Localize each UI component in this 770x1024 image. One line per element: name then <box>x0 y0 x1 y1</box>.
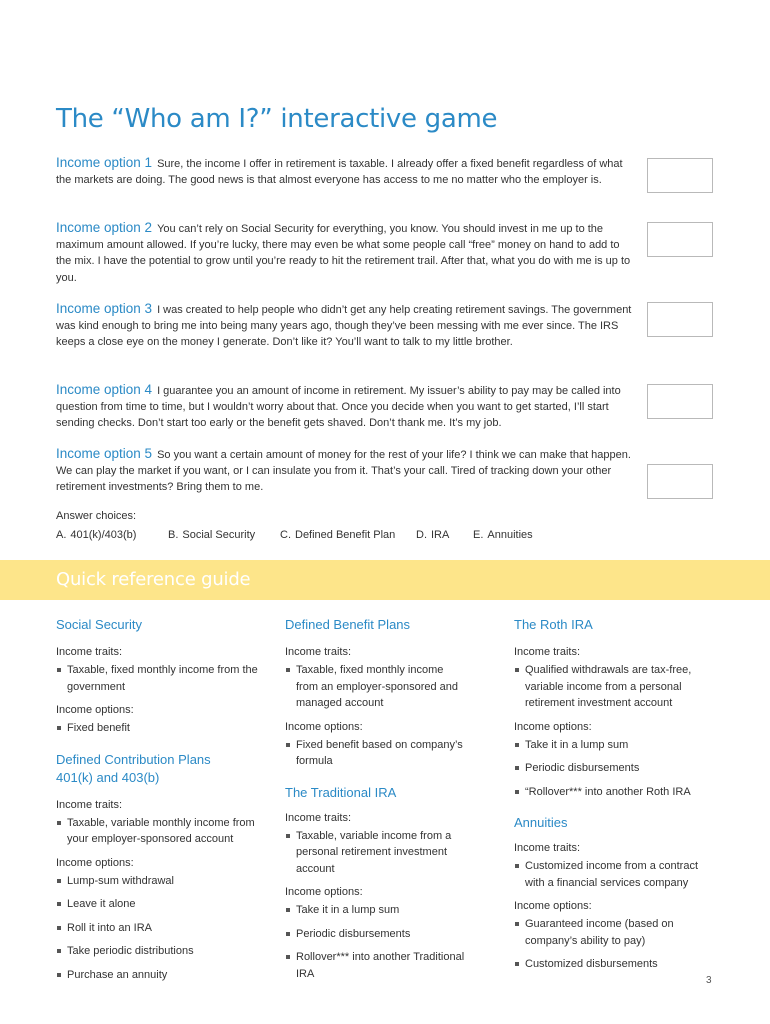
list-item: Rollover*** into another Traditional IRA <box>285 949 465 982</box>
choice-e: E. Annuities <box>473 529 533 541</box>
list-item: Taxable, fixed monthly income from an employer-sponsored and managed account <box>285 662 465 712</box>
options-label: Income options: <box>514 900 592 912</box>
list-item: Purchase an annuity <box>56 967 271 984</box>
option-label: Income option 5 <box>56 446 153 461</box>
quick-reference-band <box>0 560 770 600</box>
option-text: Sure, the income I offer in retirement is taxable. I already offer a fixed benefit regardless of what the markets are doing. The good news is that almost everyone has access to me no matter who the employer is. <box>56 158 623 187</box>
list-item: Leave it alone <box>56 896 271 913</box>
list-item: Take periodic distributions <box>56 943 271 960</box>
choice-b: B. Social Security <box>168 529 256 541</box>
income-option-1 <box>56 155 636 188</box>
options-label: Income options: <box>56 704 134 716</box>
list-item: Lump-sum withdrawal <box>56 873 271 890</box>
traits-label: Income traits: <box>56 798 123 811</box>
option-text: So you want a certain amount of money for the rest of your life? I think we can make that happen. We can play the market if you want, or I can insulate you from it. That’s your call. Tired of tracking down your other retirement investments? Bring them to me. <box>56 449 631 494</box>
answer-box-3[interactable] <box>647 302 713 337</box>
traits-label: Income traits: <box>56 646 123 658</box>
answer-box-1[interactable] <box>647 158 713 193</box>
guide-column-3 <box>514 616 714 980</box>
income-option-3 <box>56 301 636 351</box>
page-title: The “Who am I?” interactive game <box>56 104 498 134</box>
choice-a: A. 401(k)/403(b) <box>56 529 137 541</box>
options-label: Income options: <box>285 720 363 733</box>
answer-box-5[interactable] <box>647 464 713 499</box>
answer-choices-title: Answer choices: <box>56 510 137 522</box>
list-item: Fixed benefit based on company’s formula <box>285 737 465 770</box>
list-item: Customized disbursements <box>514 956 714 973</box>
guide-column-1 <box>56 616 271 990</box>
options-label: Income options: <box>285 886 363 898</box>
answer-box-4[interactable] <box>647 384 713 419</box>
list-item: Periodic disbursements <box>285 926 465 943</box>
list-item: Taxable, fixed monthly income from the government <box>56 662 271 695</box>
option-text: You can’t rely on Social Security for everything, you know. You should invest in me up to the maximum amount allowed. If you’re lucky, there may even be what some people call “free” money on hand to add to the mix. I have the potential to grow until you’re ready to hit the retirement trail. After that, what you do with me is up to you. <box>56 223 631 284</box>
list-item: Take it in a lump sum <box>285 902 465 919</box>
option-label: Income option 2 <box>56 220 153 235</box>
choice-d: D. IRA <box>416 529 450 541</box>
option-label: Income option 1 <box>56 155 153 170</box>
page-number: 3 <box>706 975 712 986</box>
section-title: Defined Benefit Plans <box>285 617 411 632</box>
section-title: The Traditional IRA <box>285 784 397 800</box>
traits-label: Income traits: <box>285 646 352 658</box>
list-item: “Rollover*** into another Roth IRA <box>514 784 714 801</box>
quick-reference-title: Quick reference guide <box>56 569 251 590</box>
option-label: Income option 3 <box>56 301 153 316</box>
section-title: Annuities <box>514 815 568 830</box>
traits-label: Income traits: <box>514 646 581 658</box>
section-title: Social Security <box>56 617 142 632</box>
income-option-5 <box>56 446 636 496</box>
list-item: Fixed benefit <box>56 720 271 737</box>
options-label: Income options: <box>514 720 592 733</box>
option-text: I was created to help people who didn’t get any help creating retirement savings. The government was kind enough to bring me into being many years ago, though they’ve been messing with me ever since. The IRS keeps a close eye on the money I generate. Don’t like it? You’ll want to talk to my little brother. <box>56 304 632 349</box>
options-label: Income options: <box>56 856 134 869</box>
option-text: I guarantee you an amount of income in retirement. My issuer’s ability to pay may be called into question from time to time, but I wouldn’t worry about that. Once you decide when you want to get started, I’ll start sending checks. Don’t start too early or the benefit gets shaved. Don’t thank me. It’s my job. <box>56 385 621 430</box>
traits-label: Income traits: <box>514 842 581 854</box>
answer-box-2[interactable] <box>647 222 713 257</box>
list-item: Qualified withdrawals are tax-free, variable income from a personal retirement investment account <box>514 662 714 712</box>
list-item: Take it in a lump sum <box>514 737 714 754</box>
list-item: Periodic disbursements <box>514 760 714 777</box>
income-option-4 <box>56 382 636 432</box>
section-title: The Roth IRA <box>514 617 593 632</box>
traits-label: Income traits: <box>285 811 352 824</box>
list-item: Taxable, variable monthly income from your employer-sponsored account <box>56 815 271 848</box>
income-option-2 <box>56 220 636 286</box>
list-item: Roll it into an IRA <box>56 920 271 937</box>
choice-c: C. Defined Benefit Plan <box>280 529 396 541</box>
option-label: Income option 4 <box>56 382 153 397</box>
list-item: Customized income from a contract with a financial services company <box>514 858 714 891</box>
list-item: Taxable, variable income from a personal retirement investment account <box>285 828 465 878</box>
guide-column-2 <box>285 616 465 989</box>
section-title: Defined Contribution Plans 401(k) and 403(b) <box>56 751 211 785</box>
list-item: Guaranteed income (based on company’s ability to pay) <box>514 916 714 949</box>
